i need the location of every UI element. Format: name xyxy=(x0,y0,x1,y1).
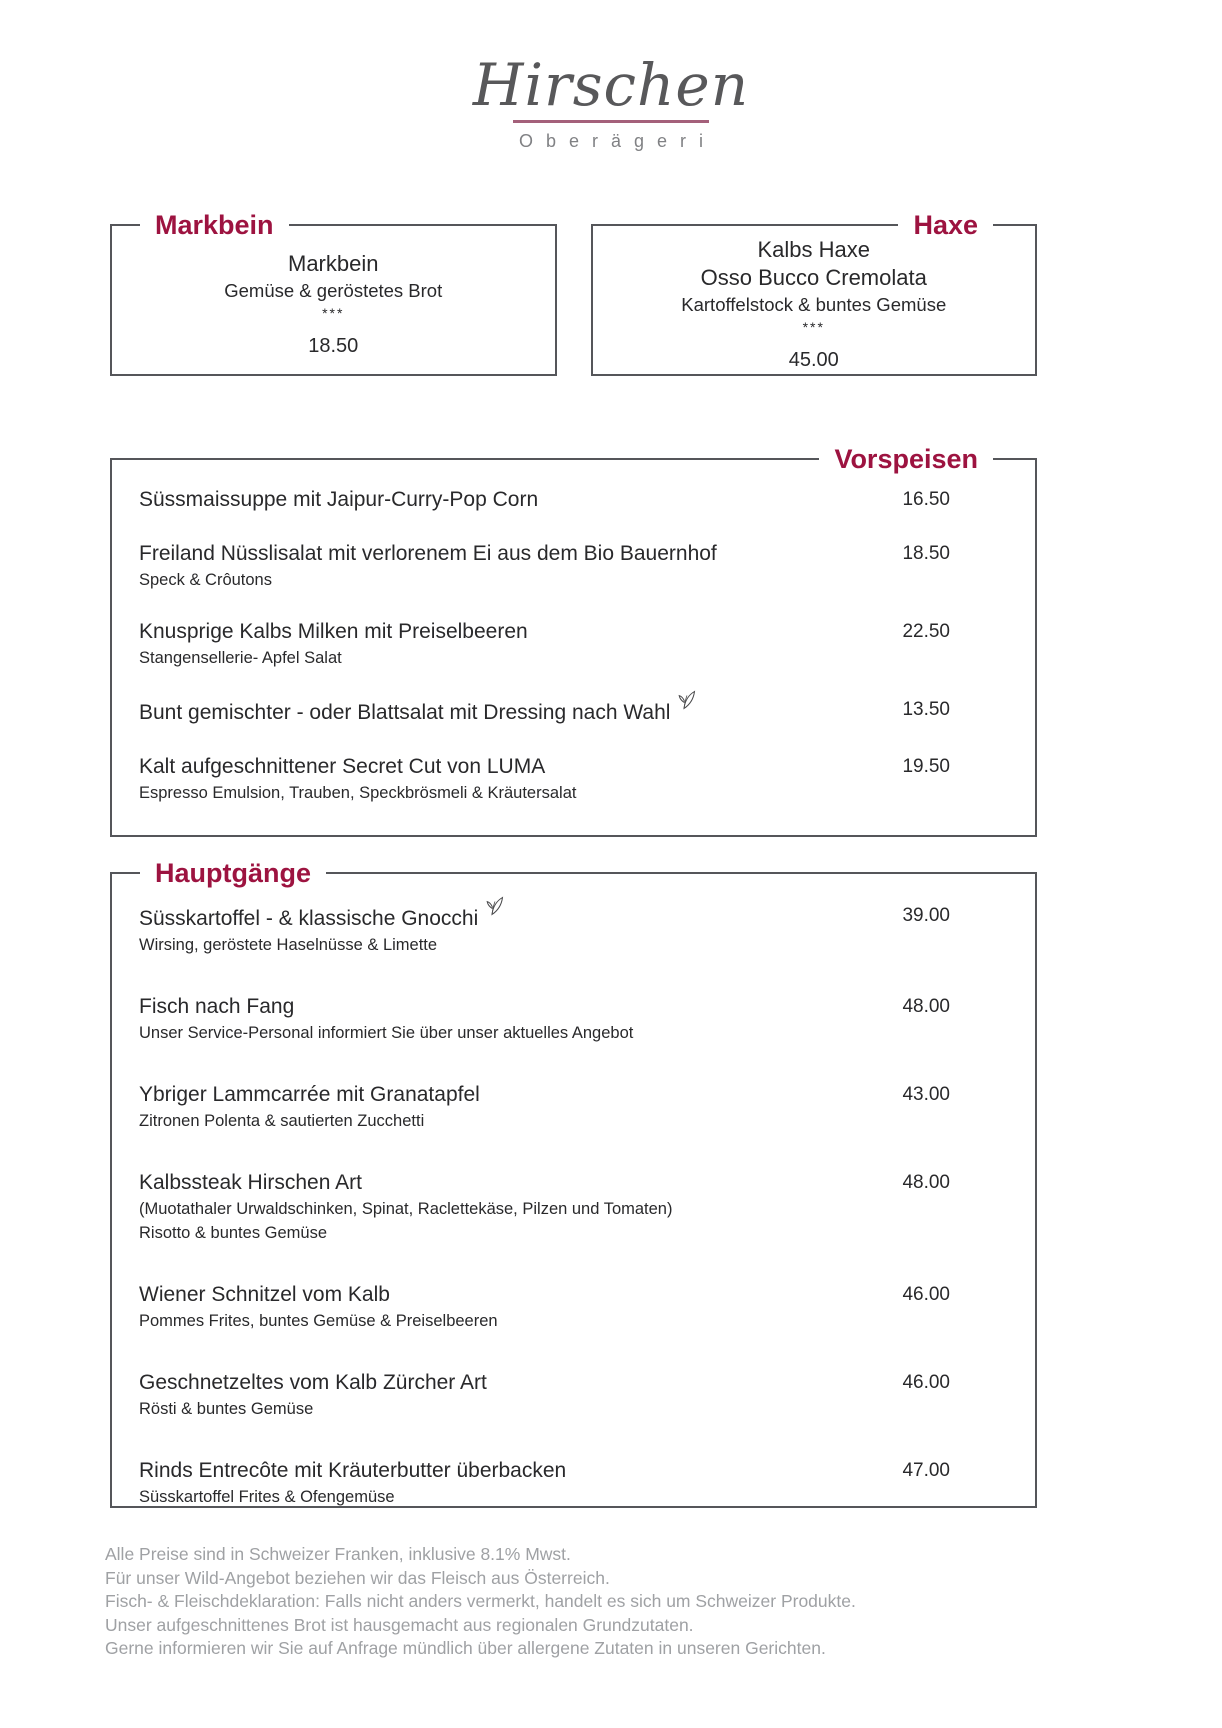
special-dish-name: Osso Bucco Cremolata xyxy=(700,265,927,290)
item-price: 13.50 xyxy=(902,699,950,720)
menu-item xyxy=(139,1169,950,1245)
menu-item xyxy=(139,696,950,727)
item-name: Kalbssteak Hirschen Art xyxy=(139,1171,362,1194)
footer-line: Alle Preise sind in Schweizer Franken, inklusive 8.1% Mwst. xyxy=(105,1544,571,1564)
special-dish-sides: Gemüse & geröstetes Brot xyxy=(224,280,443,301)
item-description: Pommes Frites, buntes Gemüse & Preiselbeeren xyxy=(139,1312,498,1330)
item-name xyxy=(139,696,874,727)
item-name: Knusprige Kalbs Milken mit Preiselbeeren xyxy=(139,620,528,643)
logo-underline xyxy=(513,120,709,123)
specials-row xyxy=(110,210,1037,376)
item-main xyxy=(139,696,894,727)
item-name xyxy=(139,902,874,933)
item-main xyxy=(139,753,894,805)
item-description: Speck & Crôutons xyxy=(139,571,272,589)
menu-item xyxy=(139,540,950,592)
item-description: Wirsing, geröstete Haselnüsse & Limette xyxy=(139,936,438,954)
item-price: 39.00 xyxy=(902,905,950,926)
restaurant-logo xyxy=(0,51,1222,152)
item-price: 18.50 xyxy=(902,543,950,564)
menu-item xyxy=(139,1281,950,1333)
footer-notes xyxy=(105,1543,1145,1661)
special-box-markbein xyxy=(110,210,557,376)
menu-item xyxy=(139,753,950,805)
item-main xyxy=(139,1281,894,1333)
item-name: Kalt aufgeschnittener Secret Cut von LUMA xyxy=(139,755,546,778)
item-main xyxy=(139,1081,894,1133)
section-vorspeisen xyxy=(110,444,1037,837)
item-main xyxy=(139,540,894,592)
item-name: Rinds Entrecôte mit Kräuterbutter überbacken xyxy=(139,1459,567,1482)
item-description: Süsskartoffel Frites & Ofengemüse xyxy=(139,1488,395,1506)
item-name: Freiland Nüsslisalat mit verlorenem Ei aus dem Bio Bauernhof xyxy=(139,542,717,565)
item-price: 19.50 xyxy=(902,756,950,777)
vegetarian-leaf-icon xyxy=(678,688,698,719)
menu-item xyxy=(139,1081,950,1133)
section-title: Hauptgänge xyxy=(140,855,326,891)
item-main xyxy=(139,1169,894,1245)
item-description: (Muotathaler Urwaldschinken, Spinat, Raclettekäse, Pilzen und Tomaten) xyxy=(139,1200,673,1218)
item-main xyxy=(139,993,894,1045)
item-name: Ybriger Lammcarrée mit Granatapfel xyxy=(139,1083,480,1106)
special-separator: *** xyxy=(802,319,825,335)
item-main xyxy=(139,1369,894,1421)
special-box-haxe xyxy=(591,210,1038,376)
item-description: Rösti & buntes Gemüse xyxy=(139,1400,314,1418)
item-main xyxy=(139,902,894,957)
menu-item xyxy=(139,618,950,670)
item-main xyxy=(139,1457,894,1509)
menu-item xyxy=(139,993,950,1045)
logo-location: Oberägeri xyxy=(518,131,717,151)
section-hauptgaenge xyxy=(110,858,1037,1508)
vegetarian-leaf-icon xyxy=(486,894,506,925)
item-name-text: Bunt gemischter - oder Blattsalat mit Dressing nach Wahl xyxy=(139,701,671,724)
item-description: Espresso Emulsion, Trauben, Speckbrösmeli & Kräutersalat xyxy=(139,784,577,802)
section-title: Vorspeisen xyxy=(819,441,993,477)
menu-item xyxy=(139,1457,950,1509)
footer-line: Fisch- & Fleischdeklaration: Falls nicht anders vermerkt, handelt es sich um Schweizer Produkte. xyxy=(105,1591,856,1611)
item-name: Süssmaissuppe mit Jaipur-Curry-Pop Corn xyxy=(139,488,539,511)
item-main xyxy=(139,618,894,670)
menu-item xyxy=(139,1369,950,1421)
menu-item xyxy=(139,902,950,957)
item-price: 43.00 xyxy=(902,1084,950,1105)
item-name: Wiener Schnitzel vom Kalb xyxy=(139,1283,390,1306)
special-price: 45.00 xyxy=(788,349,839,371)
item-name-text: Süsskartoffel - & klassische Gnocchi xyxy=(139,907,479,930)
footer-line: Gerne informieren wir Sie auf Anfrage mündlich über allergene Zutaten in unseren Gerichten. xyxy=(105,1638,826,1658)
item-main xyxy=(139,486,894,514)
item-description: Risotto & buntes Gemüse xyxy=(139,1224,328,1242)
item-description: Zitronen Polenta & sautierten Zucchetti xyxy=(139,1112,425,1130)
special-separator: *** xyxy=(322,305,345,321)
special-price: 18.50 xyxy=(308,335,359,357)
item-description: Unser Service-Personal informiert Sie über unser aktuelles Angebot xyxy=(139,1024,634,1042)
special-dish-name: Markbein xyxy=(288,251,379,276)
item-price: 47.00 xyxy=(902,1460,950,1481)
special-box-title: Haxe xyxy=(898,207,993,243)
item-price: 16.50 xyxy=(902,489,950,510)
special-dish-name: Kalbs Haxe xyxy=(757,237,870,262)
item-price: 48.00 xyxy=(902,1172,950,1193)
footer-line: Unser aufgeschnittenes Brot ist hausgemacht aus regionalen Grundzutaten. xyxy=(105,1614,694,1635)
menu-item xyxy=(139,486,950,514)
item-price: 48.00 xyxy=(902,996,950,1017)
special-box-title: Markbein xyxy=(140,207,289,243)
footer-line: Für unser Wild-Angebot beziehen wir das Fleisch aus Österreich. xyxy=(105,1567,610,1588)
item-name: Geschnetzeltes vom Kalb Zürcher Art xyxy=(139,1371,487,1394)
special-dish-sides: Kartoffelstock & buntes Gemüse xyxy=(681,294,947,315)
item-price: 46.00 xyxy=(902,1372,950,1393)
item-price: 22.50 xyxy=(902,621,950,642)
item-description: Stangensellerie- Apfel Salat xyxy=(139,649,342,667)
item-name: Fisch nach Fang xyxy=(139,995,295,1018)
item-price: 46.00 xyxy=(902,1284,950,1305)
logo-brand-name: Hirschen xyxy=(472,51,750,119)
